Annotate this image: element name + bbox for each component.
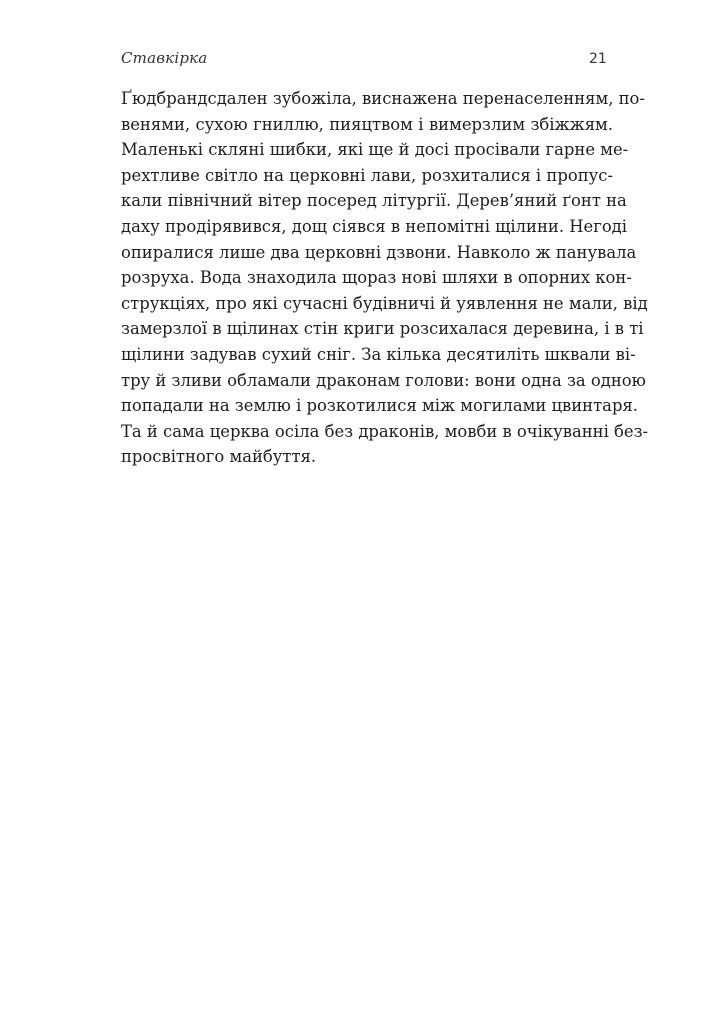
text-line: кали північний вітер посеред літургії. Дерев’яний ґонт на (121, 191, 627, 211)
text-line: щілини задував сухий сніг. За кілька десятиліть шквали ві- (121, 344, 636, 364)
text-line: розруха. Вода знаходила щораз нові шляхи в опорних кон- (121, 268, 632, 288)
text-line: венями, сухою гниллю, пияцтвом і вимерзлим збіжжям. (121, 114, 613, 134)
text-line: Маленькі скляні шибки, які ще й досі просівали гарне ме- (121, 140, 629, 160)
text-line: даху продірявився, дощ сіявся в непомітні щілини. Негоді (121, 216, 628, 236)
text-line: рехтливе світло на церковні лави, розхиталися і пропус- (121, 165, 613, 185)
text-line-last: просвітного майбуття. (121, 447, 317, 467)
text-line: попадали на землю і розкотилися між могилами цвинтаря. (121, 396, 638, 416)
text-line: тру й зливи обламали драконам голови: вони одна за одною (121, 370, 646, 390)
running-head-title: Ставкірка (121, 49, 208, 67)
text-line: замерзлої в щілинах стін криги розсихалася деревина, і в ті (121, 319, 644, 339)
text-line: Ґюдбрандсдален зубожіла, виснажена перенаселенням, по- (121, 89, 645, 108)
text-line: струкціях, про які сучасні будівничі й уявлення не мали, від (121, 293, 648, 313)
page-number: 21 (589, 51, 607, 67)
body-paragraph (121, 86, 649, 470)
text-line: Та й сама церква осіла без драконів, мовби в очікуванні без- (121, 421, 649, 441)
text-line: опиралися лише два церковні дзвони. Навколо ж панувала (121, 242, 637, 262)
